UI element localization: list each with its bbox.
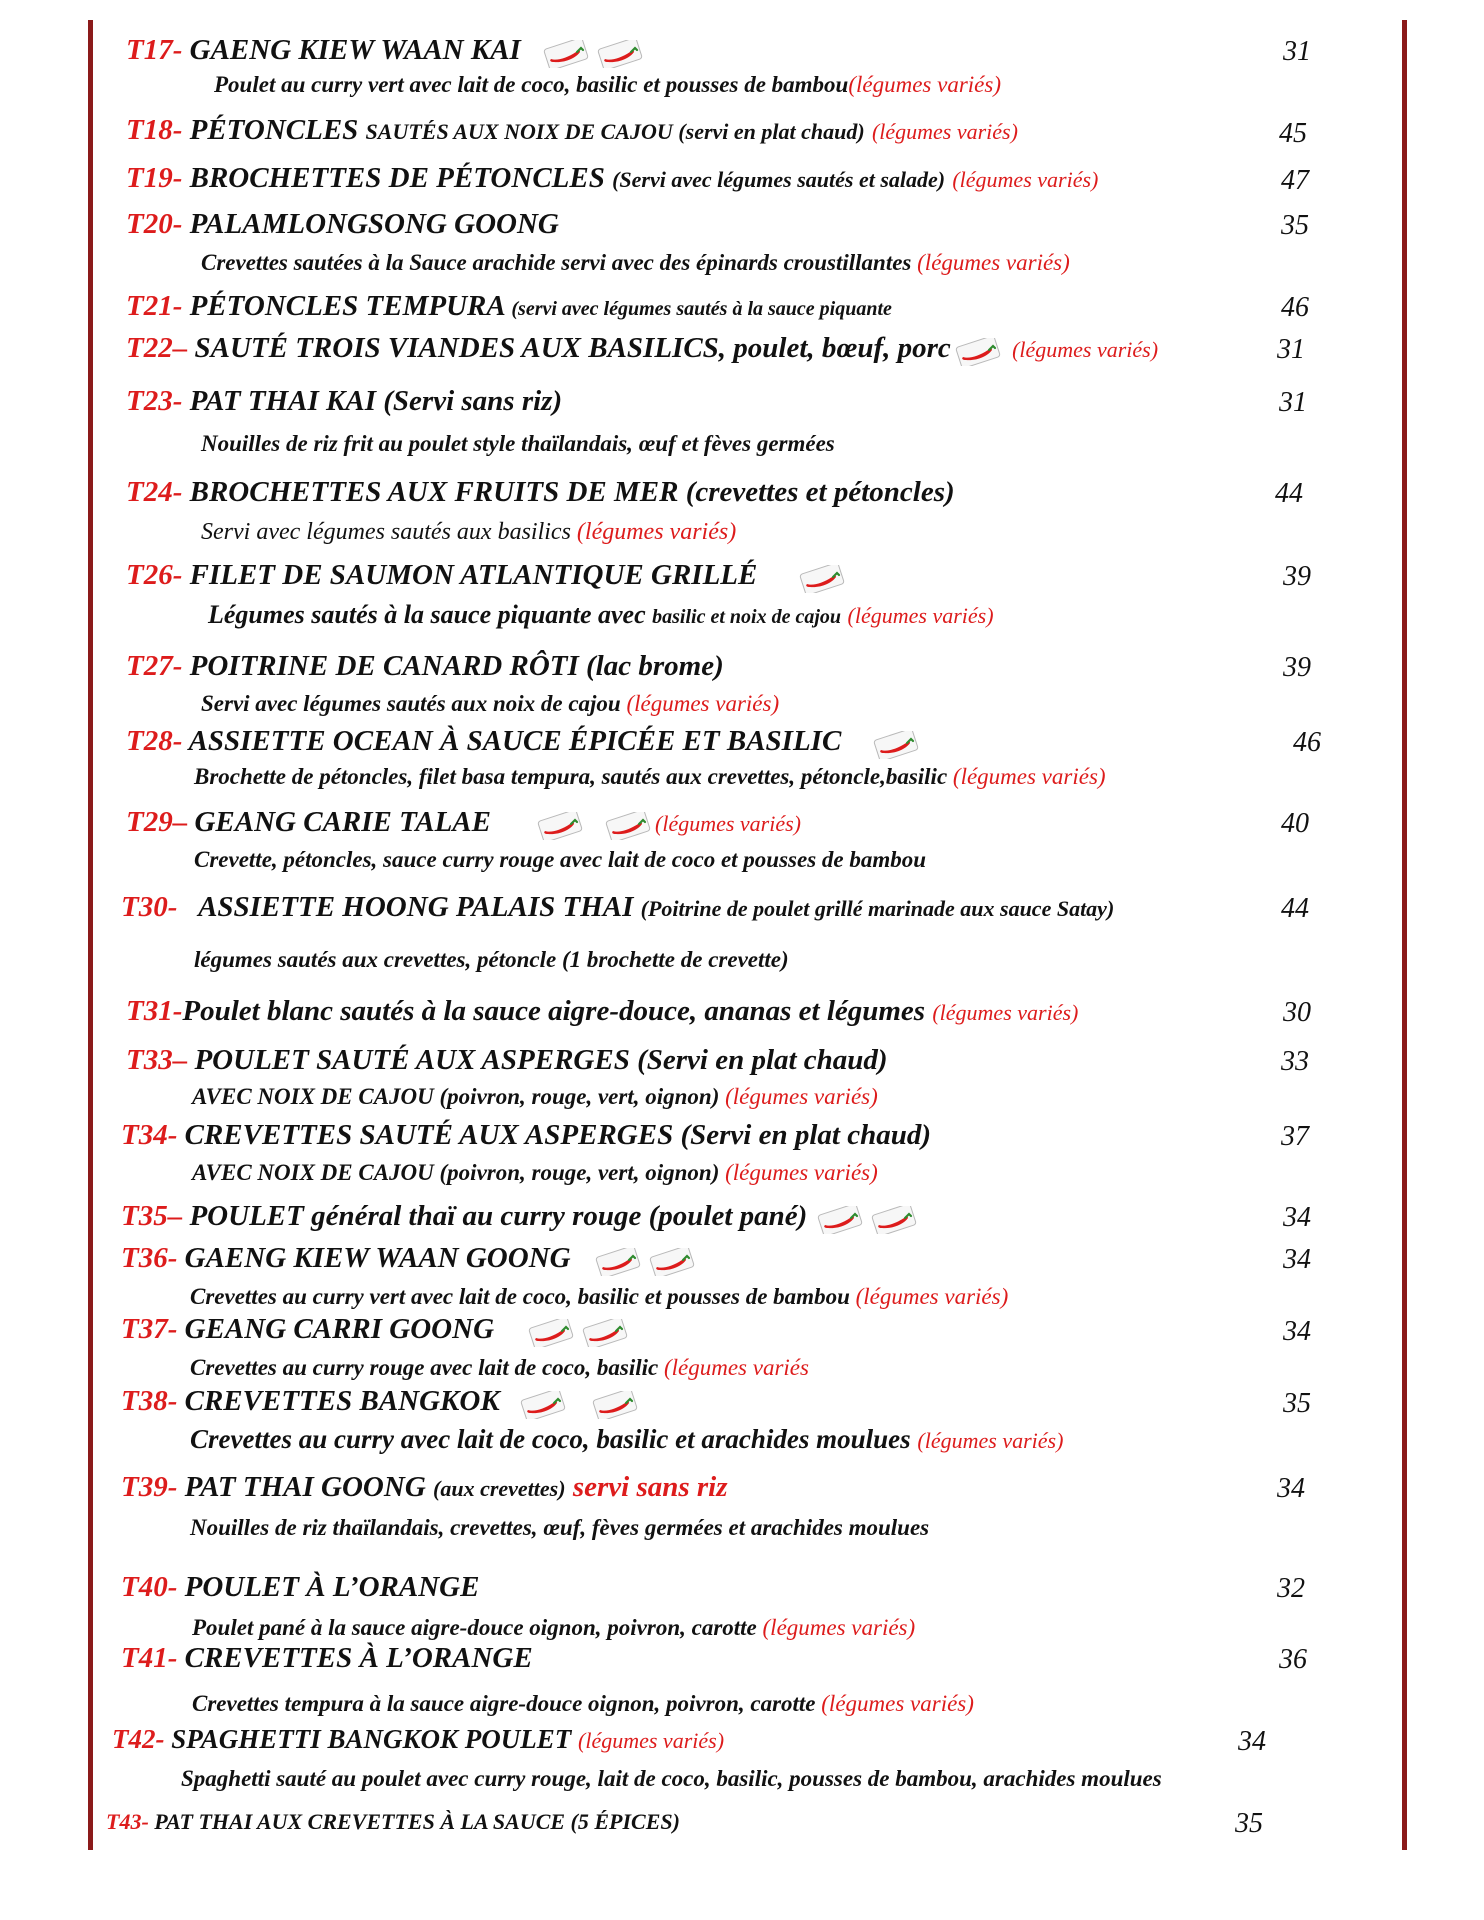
item-title: CREVETTES À L’ORANGE [184,1642,533,1674]
item-title: ASSIETTE HOONG PALAIS THAI [198,891,634,923]
item-code: T34- [121,1119,178,1151]
menu-item-t34-desc [192,1161,878,1184]
item-title: PALAMLONGSONG GOONG [189,208,559,240]
menu-item-t28-title [126,727,923,759]
item-price: 34 [1283,1244,1311,1275]
item-note: (légumes variés) [655,811,802,836]
item-code: T18- [126,114,183,146]
chili-pepper-icon [597,40,643,68]
item-description: Nouilles de riz thaïlandais, crevettes, œuf, fèves germées et arachides moulues [190,1515,930,1540]
menu-item-t39-title [121,1473,728,1502]
menu-item-t36-desc [190,1285,1008,1308]
item-code: T40- [121,1571,178,1603]
item-code: T31- [126,995,183,1027]
item-title: PAT THAI GOONG [184,1471,426,1503]
item-code: T41- [121,1642,178,1674]
item-note: (légumes variés) [626,691,780,716]
menu-item-t33-desc [192,1085,878,1108]
item-price: 30 [1283,997,1311,1028]
spice-level [813,1203,921,1233]
item-description: Légumes sautés à la sauce piquante avec [208,600,646,629]
item-title: BROCHETTES AUX FRUITS DE MER (crevettes et pétoncles) [189,476,955,508]
item-note: (légumes variés) [725,1084,878,1109]
item-note: (légumes variés) [871,119,1018,144]
item-description: Crevettes au curry vert avec lait de coco, basilic et pousses de bambou [190,1284,850,1309]
item-description: Crevettes au curry rouge avec lait de coco, basilic [190,1355,659,1380]
menu-item-t42-title [112,1726,724,1753]
menu-item-t41-title [121,1644,533,1673]
item-price: 34 [1283,1202,1311,1233]
item-code: T21- [126,290,183,322]
chili-pepper-icon [528,1319,574,1347]
menu-item-t18-title [126,116,1018,145]
item-price: 31 [1279,387,1307,418]
item-code: T17- [126,34,183,66]
item-title: PÉTONCLES TEMPURA [189,290,505,322]
menu-item-t40-desc [192,1616,915,1639]
item-description: Spaghetti sauté au poulet avec curry rouge, lait de coco, basilic, pousses de bambou, arachides moulues [181,1766,1162,1791]
item-price: 40 [1281,808,1309,839]
item-note: (légumes variés) [847,603,994,628]
item-title-paren: (aux crevettes) [433,1476,566,1501]
chili-pepper-icon [873,731,919,759]
item-title: BROCHETTES DE PÉTONCLES [189,162,605,194]
chili-pepper-icon [537,812,583,840]
item-description: AVEC NOIX DE CAJOU (poivron, rouge, vert, oignon) [192,1084,720,1109]
menu-item-t21-title [126,292,892,321]
item-note: (légumes variés [663,1355,809,1380]
item-price: 46 [1293,727,1321,758]
left-border-rule [88,20,93,1850]
item-code: T36- [121,1242,178,1274]
item-price: 36 [1279,1644,1307,1675]
item-title: GAENG KIEW WAAN GOONG [184,1242,571,1274]
item-title: POULET SAUTÉ AUX ASPERGES (Servi en plat chaud) [194,1044,888,1076]
item-price: 35 [1283,1388,1311,1419]
spice-level [533,809,655,839]
item-note: (légumes variés) [578,1728,725,1753]
item-price: 35 [1235,1808,1263,1839]
menu-item-t27-desc [201,692,779,715]
item-price: 34 [1277,1473,1305,1504]
menu-item-t40-title [121,1573,479,1602]
item-price: 31 [1283,36,1311,67]
item-title: PAT THAI KAI (Servi sans riz) [189,385,563,417]
item-note: (légumes variés) [821,1691,974,1716]
menu-item-t30-title [121,893,1114,922]
menu-item-t17-desc [214,73,1001,96]
menu-item-t43-title [106,1811,680,1833]
item-title: CREVETTES BANGKOK [184,1385,500,1417]
item-title: GAENG KIEW WAAN KAI [189,34,521,66]
item-title-paren: (Servi avec légumes sautés et salade) [612,167,946,192]
item-description: Crevettes tempura à la sauce aigre-douce oignon, poivron, carotte [192,1691,816,1716]
menu-item-t31-title [126,997,1078,1026]
item-code: T29– [126,806,188,838]
menu-item-t26-title [126,561,849,593]
chili-pepper-icon [605,812,651,840]
item-note: (légumes variés) [917,1428,1064,1453]
item-description: Poulet au curry vert avec lait de coco, basilic et pousses de bambou [214,72,849,97]
item-price: 34 [1283,1316,1311,1347]
item-code: T20- [126,208,183,240]
item-description: Crevette, pétoncles, sauce curry rouge avec lait de coco et pousses de bambou [194,847,927,872]
menu-item-t24-desc [201,520,736,544]
item-description: Nouilles de riz frit au poulet style thaïlandais, œuf et fèves germées [201,431,835,456]
item-title: POULET général thaï au curry rouge (poulet pané) [189,1200,808,1232]
item-code: T38- [121,1385,178,1417]
item-price: 33 [1281,1046,1309,1077]
menu-item-t33-title [126,1046,888,1075]
item-title-rest: SAUTÉS AUX NOIX DE CAJOU (servi en plat chaud) [365,119,865,144]
item-note: (légumes variés) [762,1615,916,1640]
item-code: T30- [121,891,178,923]
menu-item-t23-title [126,387,562,416]
item-note: (légumes variés) [932,1000,1079,1025]
item-code: T33– [126,1044,188,1076]
item-title: POITRINE DE CANARD RÔTI (lac brome) [189,650,724,682]
menu-item-t37-title [121,1315,632,1347]
item-title: SAUTÉ TROIS VIANDES AUX BASILICS, poulet, bœuf, porc [194,332,951,364]
item-title: ASSIETTE OCEAN À SAUCE ÉPICÉE ET BASILIC [188,725,842,757]
menu-item-t24-title [126,478,955,507]
menu-item-t39-desc [190,1516,929,1539]
menu-item-t23-desc [201,432,835,455]
chili-pepper-icon [871,1206,917,1234]
menu-item-t19-title [126,164,1098,193]
item-title: FILET DE SAUMON ATLANTIQUE GRILLÉ [189,559,758,591]
menu-item-t30-desc [194,948,789,971]
item-code: T42- [112,1724,165,1754]
served-without-rice-note: servi sans riz [572,1471,728,1503]
chili-pepper-icon [582,1319,628,1347]
chili-pepper-icon [817,1206,863,1234]
item-code: T24- [126,476,183,508]
menu-item-t29-title [126,808,801,840]
item-note: (légumes variés) [576,519,737,545]
spice-level [516,1388,642,1418]
item-code: T27- [126,650,183,682]
item-price: 44 [1275,478,1303,509]
item-note: (légumes variés) [917,250,1070,275]
item-description-small: basilic et noix de cajou [652,606,842,628]
spice-level [869,728,923,758]
menu-item-t22-title [126,334,1158,366]
item-note: (légumes variés) [952,167,1099,192]
item-code: T23- [126,385,183,417]
item-title: GEANG CARIE TALAE [194,806,491,838]
item-price: 37 [1281,1121,1309,1152]
menu-item-t42-desc [181,1767,1162,1790]
spice-level [951,335,1005,365]
right-border-rule [1402,20,1407,1850]
item-title-paren: (Poitrine de poulet grillé marinade aux sauce Satay) [640,896,1115,921]
item-title: CREVETTES SAUTÉ AUX ASPERGES (Servi en plat chaud) [184,1119,931,1151]
item-title: GEANG CARRI GOONG [184,1313,495,1345]
menu-item-t20-desc [201,251,1070,274]
item-description: Brochette de pétoncles, filet basa tempura, sautés aux crevettes, pétoncle,basilic [194,764,948,789]
spice-level [539,37,647,67]
item-code: T37- [121,1313,178,1345]
item-price: 39 [1283,652,1311,683]
item-code: T43- [106,1809,149,1834]
item-title: PÉTONCLES [189,114,359,146]
item-price: 34 [1238,1726,1266,1757]
item-code: T26- [126,559,183,591]
item-code: T28- [126,725,183,757]
menu-item-t29-desc [194,848,926,871]
menu-item-t41-desc [192,1692,974,1715]
item-title: PAT THAI AUX CREVETTES À LA SAUCE (5 ÉPICES) [154,1809,680,1834]
menu-item-t38-desc [190,1426,1063,1453]
menu-item-t38-title [121,1387,642,1419]
menu-item-t17-title [126,36,647,68]
item-price: 35 [1281,210,1309,241]
item-code: T22– [126,332,188,364]
chili-pepper-icon [520,1391,566,1419]
item-note: (légumes variés) [848,72,1001,97]
spice-level [591,1245,699,1275]
item-code: T39- [121,1471,178,1503]
menu-item-t28-desc [194,765,1106,788]
chili-pepper-icon [543,40,589,68]
item-price: 31 [1277,334,1305,365]
menu-item-t37-desc [190,1356,809,1379]
item-note: (légumes variés) [725,1160,878,1185]
item-title-paren: (servi avec légumes sautés à la sauce piquante [511,298,892,320]
item-note: (légumes variés) [952,764,1106,789]
item-code: T35– [121,1200,183,1232]
item-code: T19- [126,162,183,194]
chili-pepper-icon [649,1248,695,1276]
spice-level [795,562,849,592]
item-description: légumes sautés aux crevettes, pétoncle (1 brochette de crevette) [194,947,789,972]
item-note: (légumes variés) [1012,337,1159,362]
item-price: 44 [1281,893,1309,924]
item-note: (légumes variés) [855,1284,1009,1309]
item-description: Poulet pané à la sauce aigre-douce oignon, poivron, carotte [192,1615,757,1640]
menu-item-t34-title [121,1121,931,1150]
item-price: 45 [1279,118,1307,149]
spice-level [524,1316,632,1346]
menu-item-t27-title [126,652,724,681]
menu-item-t20-title [126,210,559,239]
item-description: Servi avec légumes sautés aux noix de cajou [201,691,621,716]
item-description: Crevettes au curry avec lait de coco, basilic et arachides moulues [190,1424,911,1454]
chili-pepper-icon [592,1391,638,1419]
item-title: Poulet blanc sautés à la sauce aigre-douce, ananas et légumes [182,995,926,1027]
item-price: 47 [1281,165,1309,196]
item-price: 32 [1277,1573,1305,1604]
chili-pepper-icon [955,338,1001,366]
menu-item-t35-title [121,1202,921,1234]
item-title: POULET À L’ORANGE [184,1571,480,1603]
item-price: 46 [1281,292,1309,323]
item-title: SPAGHETTI BANGKOK POULET [171,1724,572,1754]
chili-pepper-icon [799,565,845,593]
item-description: AVEC NOIX DE CAJOU (poivron, rouge, vert, oignon) [192,1160,720,1185]
menu-item-t26-desc [208,602,994,628]
chili-pepper-icon [595,1248,641,1276]
menu-item-t36-title [121,1244,699,1276]
item-price: 39 [1283,561,1311,592]
item-description: Crevettes sautées à la Sauce arachide servi avec des épinards croustillantes [201,250,912,275]
item-description: Servi avec légumes sautés aux basilics [201,519,571,545]
